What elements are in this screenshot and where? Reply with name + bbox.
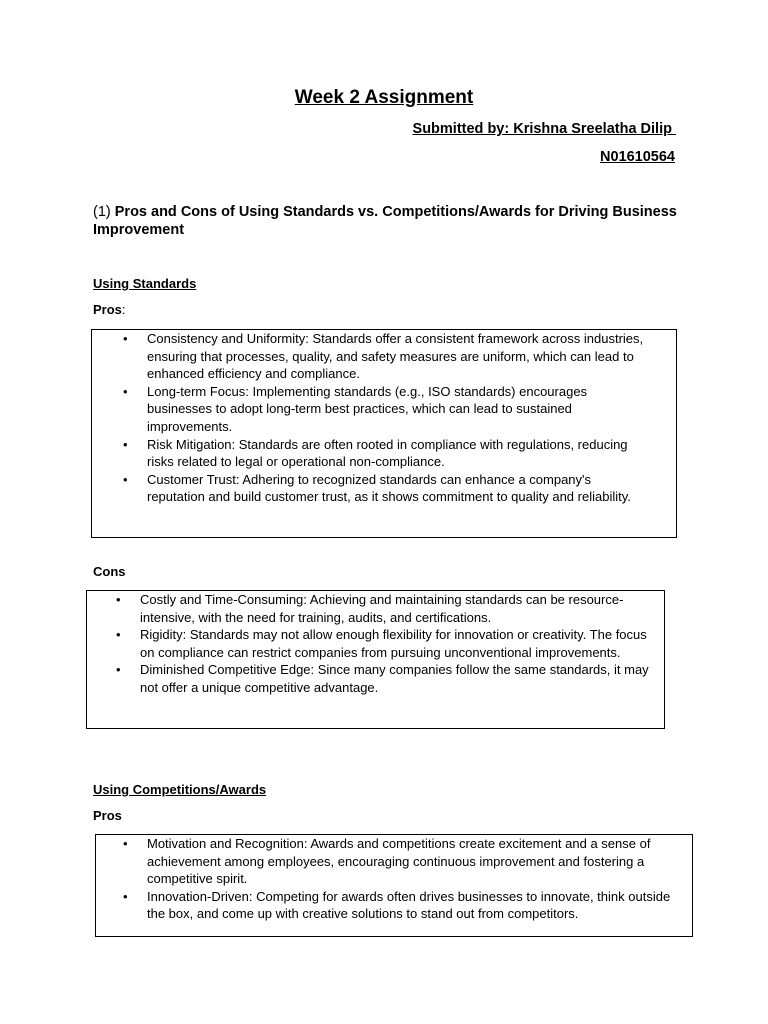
section-heading-competitions: Using Competitions/Awards <box>93 782 267 797</box>
question-number: (1) <box>93 204 115 220</box>
standards-cons-label: Cons <box>93 564 126 579</box>
list-item: • Motivation and Recognition: Awards and competitions create excitement and a sense of achievement among employees, encouraging continuous improvement and fostering a competitive spirit. <box>147 835 682 888</box>
standards-pros-colon: : <box>121 302 126 317</box>
list-item: • Rigidity: Standards may not allow enough flexibility for innovation or creativity. The focus on compliance can restrict companies from pursuing unconventional improvements. <box>140 626 656 661</box>
page-title: Week 2 Assignment <box>294 87 474 108</box>
list-item: • Costly and Time-Consuming: Achieving and maintaining standards can be resource-intensive, with the need for training, audits, and certifications. <box>140 591 656 626</box>
student-id: N01610564 <box>600 149 675 165</box>
standards-pros-label-text: Pros <box>93 302 122 317</box>
list-item: • Diminished Competitive Edge: Since many companies follow the same standards, it may not offer a unique competitive advantage. <box>140 661 656 696</box>
submitted-by: Submitted by: Krishna Sreelatha Dilip <box>412 121 676 137</box>
list-item: • Risk Mitigation: Standards are often rooted in compliance with regulations, reducing risks related to legal or operational non-compliance. <box>147 436 646 471</box>
question-heading <box>93 203 683 239</box>
standards-cons-list <box>87 591 664 697</box>
list-item: • Customer Trust: Adhering to recognized standards can enhance a company's reputation and build customer trust, as it shows commitment to quality and reliability. <box>147 471 646 506</box>
competitions-pros-list <box>96 835 692 923</box>
standards-cons-box <box>86 590 665 729</box>
list-item: • Long-term Focus: Implementing standards (e.g., ISO standards) encourages businesses to adopt long-term best practices, which can lead to sustained improvements. <box>147 383 646 436</box>
competitions-pros-label: Pros <box>93 808 122 823</box>
standards-pros-list <box>92 330 676 506</box>
list-item: • Innovation-Driven: Competing for awards often drives businesses to innovate, think outside the box, and come up with creative solutions to stand out from competitors. <box>147 888 682 923</box>
question-title: Pros and Cons of Using Standards vs. Competitions/Awards for Driving Business Improvement <box>93 204 677 238</box>
standards-pros-box <box>91 329 677 538</box>
section-heading-standards: Using Standards <box>93 276 197 291</box>
standards-pros-label <box>93 302 126 317</box>
competitions-pros-box <box>95 834 693 937</box>
list-item: • Consistency and Uniformity: Standards offer a consistent framework across industries, ensuring that processes, quality, and safety measures are uniform, which can lead to enhanced efficiency and compliance. <box>147 330 646 383</box>
